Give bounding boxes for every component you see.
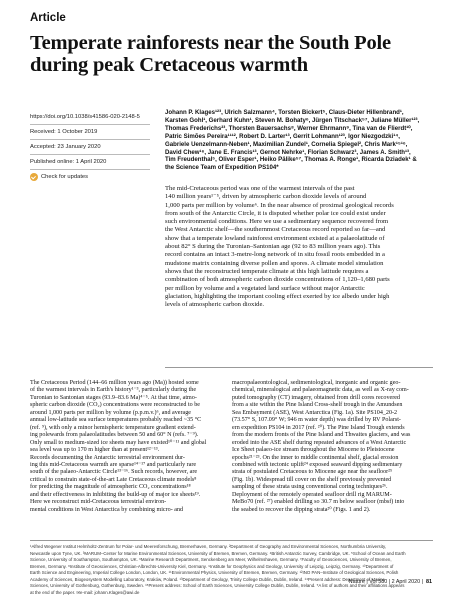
body-column-right xyxy=(232,380,425,514)
abstract-divider xyxy=(165,367,433,368)
body-column-left xyxy=(30,380,223,514)
abstract-line: per million by volume and a vegetated land surface without major Antarctic xyxy=(165,284,365,292)
body-line: Only small to medium-sized ice sheets may have existed¹⁰⁻¹¹ and global xyxy=(30,439,207,446)
body-line: from a site within the Pine Island Cross-shelf trough in the Amundsen xyxy=(232,402,403,409)
article-title xyxy=(30,32,430,76)
body-line: Records documenting the Antarctic terrestrial environment dur- xyxy=(30,454,185,461)
author-line: David Chew¹⁶, Jane E. Francis¹³, Gernot Nehrke¹, Florian Schwarz³, James A. Smith¹³, xyxy=(165,148,411,156)
body-line: south of the palaeo-Antarctic Circle¹³⁻¹⁶. Such records, however, are xyxy=(30,469,198,476)
footnote-line: Bremen, Germany. ⁸Institute of Geosciences, Christian-Albrechts-University Kiel, Germany. ⁹Institute for Geophysics and Geology, University of Leipzig, Leipzig, Germany. ¹⁰Department of xyxy=(30,563,394,569)
body-line: ing polewards from palaeolatitudes between 50 and 60° N (refs. ⁷⁻⁹). xyxy=(30,432,199,439)
author-line: Patric Simões Pereira¹¹¹², Robert D. Larter¹³, Gerrit Lohmann¹²³, Igor Niezgodzki¹⁴, xyxy=(165,132,400,140)
footnote-line: Science, University of Southampton, Southampton, UK. ⁶Marine Research Department, Senckenberg am Meer, Wilhelmshaven, Germany. ⁷Faculty of Geosciences, University of Bremen, xyxy=(30,557,392,562)
body-line: spheric carbon dioxide (CO₂) concentrations were reconstructed to be xyxy=(30,402,200,409)
body-line: for predicting the magnitude of atmospheric CO₂ concentrations¹⁸ xyxy=(30,484,191,491)
body-line: Ice Sheet palaeo-ice stream throughout the Miocene to Pleistocene xyxy=(232,447,395,454)
article-kicker: Article xyxy=(30,12,66,24)
body-line: strata of postulated Cretaceous to Miocene age near the seafloor²⁵ xyxy=(232,469,393,476)
body-line: mental conditions in West Antarctica by combining micro- and xyxy=(30,506,184,513)
abstract-line: about 82° S during the Turonian–Santonian age (92 to 83 million years ago). This xyxy=(165,243,381,251)
title-line: Temperate rainforests near the South Pole xyxy=(30,32,391,54)
affiliations-footnote xyxy=(30,544,433,596)
author-line: Gabriele Uenzelmann-Neben¹, Maximilian Zundel¹, Cornelia Spiegel², Chris Mark¹⁵¹⁶, xyxy=(165,140,408,148)
footnote-divider xyxy=(30,540,433,541)
abstract xyxy=(165,185,433,309)
abstract-line: 140 million years¹⁻⁵, driven by atmospheric carbon dioxide levels of around xyxy=(165,193,367,201)
body-line: combined with tectonic uplift²⁴ exposed seaward dipping sedimentary xyxy=(232,461,403,468)
body-line: The Cretaceous Period (144–66 million years ago (Ma)) hosted some xyxy=(30,380,199,386)
body-line: Deployment of the remotely operated seafloor drill rig MARUM- xyxy=(232,491,392,498)
author-line: Karsten Gohl¹, Gerhard Kuhn¹, Steven M. Bohaty⁶, Jürgen Titschack⁵⁷, Juliane Müller¹²³, xyxy=(165,116,420,124)
footnote-line: at the end of the paper. ✉e-mail: johann.Klages@awi.de xyxy=(30,589,140,595)
footnote-line: ¹Alfred Wegener Institut Helmholtz-Zentrum für Polar- und Meeresforschung, Bremerhaven, Germany. ²Department of Geography and Environmental Sciences, Northumbria University, xyxy=(30,544,387,549)
body-line: annual low-latitude sea surface temperatures probably reached ~35 °C xyxy=(30,417,202,424)
abstract-line: such environmental conditions. Here we use a sedimentary sequence recovered from xyxy=(165,218,389,226)
published-date: Published online: 1 April 2020 xyxy=(30,155,150,170)
body-line: (Fig. 1b). Widespread till cover on the shelf previously prevented xyxy=(232,476,392,483)
body-line: sampling of these strata using conventional coring techniques²⁶. xyxy=(232,484,388,491)
abstract-line: record contains an intact 3-metre-long network of in situ fossil roots embedded in a xyxy=(165,251,385,259)
body-line: critical to constrain state-of-the-art Late Cretaceous climate models⁸ xyxy=(30,476,197,483)
body-line: from the modern fronts of the Pine Island and Thwaites glaciers, and was xyxy=(232,432,411,439)
body-line: (73.57° S, 107.09° W; 946 m water depth) was drilled by RV Polarst- xyxy=(232,417,401,424)
abstract-line: glaciation, highlighting the important cooling effect exerted by ice albedo under high xyxy=(165,292,390,300)
footnote-line: Newcastle upon Tyne, UK. ³MARUM–Center for Marine Environmental Sciences, University of Bremen, Bremen, Germany. ⁴British Antarctic Survey, Cambridge, UK. ⁵School of Ocean and Earth xyxy=(30,550,406,556)
received-date: Received: 1 October 2019 xyxy=(30,125,150,140)
abstract-line: the West Antarctic shelf—the southernmost Cretaceous record reported so far—and xyxy=(165,226,386,234)
body-line: sea level was up to 170 m higher than at present¹²⁻¹³. xyxy=(30,447,160,454)
body-line: around 1,000 parts per million by volume (p.p.m.v.)⁶, and average xyxy=(30,409,191,416)
body-line: Turonian to Santonian stages (93.9–83.6 Ma)⁴⁻⁵. At that time, atmo- xyxy=(30,394,197,401)
author-line: Johann P. Klages¹²³, Ulrich Salzmann⁴, Torsten Bickert⁵, Claus-Dieter Hillenbrand¹, xyxy=(165,109,404,116)
body-line: of the warmest intervals in Earth's history¹⁻³, particularly during the xyxy=(30,387,197,394)
body-line: epochs²¹⁻²³. On the inner to middle continental shelf, glacial erosion xyxy=(232,454,399,461)
abstract-line: shows that the reconstructed temperate climate at this high latitude requires a xyxy=(165,267,369,275)
author-line: Tim Freudenthal⁵, Oliver Esper¹, Heiko Pälike⁵⁷, Thomas A. Ronge¹, Ricarda Dziadek¹ & xyxy=(165,156,417,164)
abstract-line: The mid-Cretaceous period was one of the warmest intervals of the past xyxy=(165,185,355,192)
check-updates-label: Check for updates xyxy=(41,174,89,180)
author-line: the Science Team of Expedition PS104* xyxy=(165,164,279,172)
title-line: during peak Cretaceous warmth xyxy=(30,54,308,76)
check-updates-icon xyxy=(30,173,38,181)
body-line: chemical, mineralogical and palaeomagnetic data, as well as X-ray com- xyxy=(232,387,409,394)
body-line: puted tomography (CT) imagery, obtained from drill cores recovered xyxy=(232,394,400,401)
abstract-line: show that a temperate lowland rainforest environment existed at a palaeolatitude of xyxy=(165,234,385,242)
page-number: 81 xyxy=(426,579,432,585)
check-updates-link[interactable] xyxy=(30,170,150,184)
body-line: MeBo70 (ref. ²⁷) enabled drilling so 30.7 m below seafloor (mbsf) into xyxy=(232,499,405,506)
accepted-date: Accepted: 23 January 2020 xyxy=(30,140,150,155)
author-list xyxy=(165,109,433,172)
doi-link[interactable]: https://doi.org/10.1038/s41586-020-2148-5 xyxy=(30,110,150,125)
body-line: eroded into the ASE shelf during repeated advances of a West Antarctic xyxy=(232,439,407,446)
body-line: ern expedition PS104 in 2017 (ref. ²⁰). The Pine Island Trough extends xyxy=(232,424,405,431)
page-footer xyxy=(349,579,432,585)
body-line: and their effectiveness in inhibiting the build-up of major ice sheets¹⁹. xyxy=(30,491,201,498)
journal-citation: Nature | Vol 580 | 2 April 2020 | xyxy=(348,579,423,585)
footnote-line: Sciences, University of Gothenburg, Gothenburg, Sweden. ¹⁵Present address: School of Earth Sciences, University College Dublin, Dublin, Ireland. *A list of authors and their affiliations appears xyxy=(30,583,405,588)
footnote-line: Academy of Sciences, Biogeosystem Modelling Laboratory, Kraków, Poland. ¹³Department of Geology, Trinity College Dublin, Dublin, Ireland. ¹⁴Present address: Department of Marine xyxy=(30,576,385,582)
footnote-line: Earth Science and Engineering, Imperial College London, London, UK. ¹¹Environmental Physics, University of Bremen, Bremen, Germany. ¹²INO PAN–Institute of Geological Sciences, Polish xyxy=(30,570,399,575)
article-metadata xyxy=(30,110,150,184)
body-line: Sea Embayment (ASE), West Antarctica (Fig. 1a). Site PS104_20-2 xyxy=(232,409,398,416)
abstract-line: from south of the Antarctic Circle, it is disputed whether polar ice could exist under xyxy=(165,209,386,217)
abstract-line: levels of atmospheric carbon dioxide. xyxy=(165,301,265,309)
abstract-line: 1,000 parts per million by volume⁶. In the near absence of proximal geological records xyxy=(165,201,394,209)
body-line: ing this mid-Cretaceous warmth are sparse¹⁴⁻¹⁷ and particularly rare xyxy=(30,461,197,468)
author-line: Thomas Frederichs²³, Thorsten Bauersachs⁸, Werner Ehrmann⁹, Tina van de Flierdt¹⁰, xyxy=(165,124,413,132)
abstract-line: mudstone matrix containing diverse pollen and spores. A climate model simulation xyxy=(165,259,384,267)
abstract-line: combination of both atmospheric carbon dioxide concentrations of 1,120–1,680 parts xyxy=(165,276,390,284)
body-line: Here we reconstruct mid-Cretaceous terrestrial environ- xyxy=(30,499,167,506)
body-line: the seabed to recover the dipping strata²⁰ (Figs. 1 and 2). xyxy=(232,506,371,513)
body-line: macropalaeontological, sedimentological, inorganic and organic geo- xyxy=(232,380,401,386)
body-line: (ref. ⁹), with only a minor hemispheric temperature gradient extend- xyxy=(30,424,196,431)
